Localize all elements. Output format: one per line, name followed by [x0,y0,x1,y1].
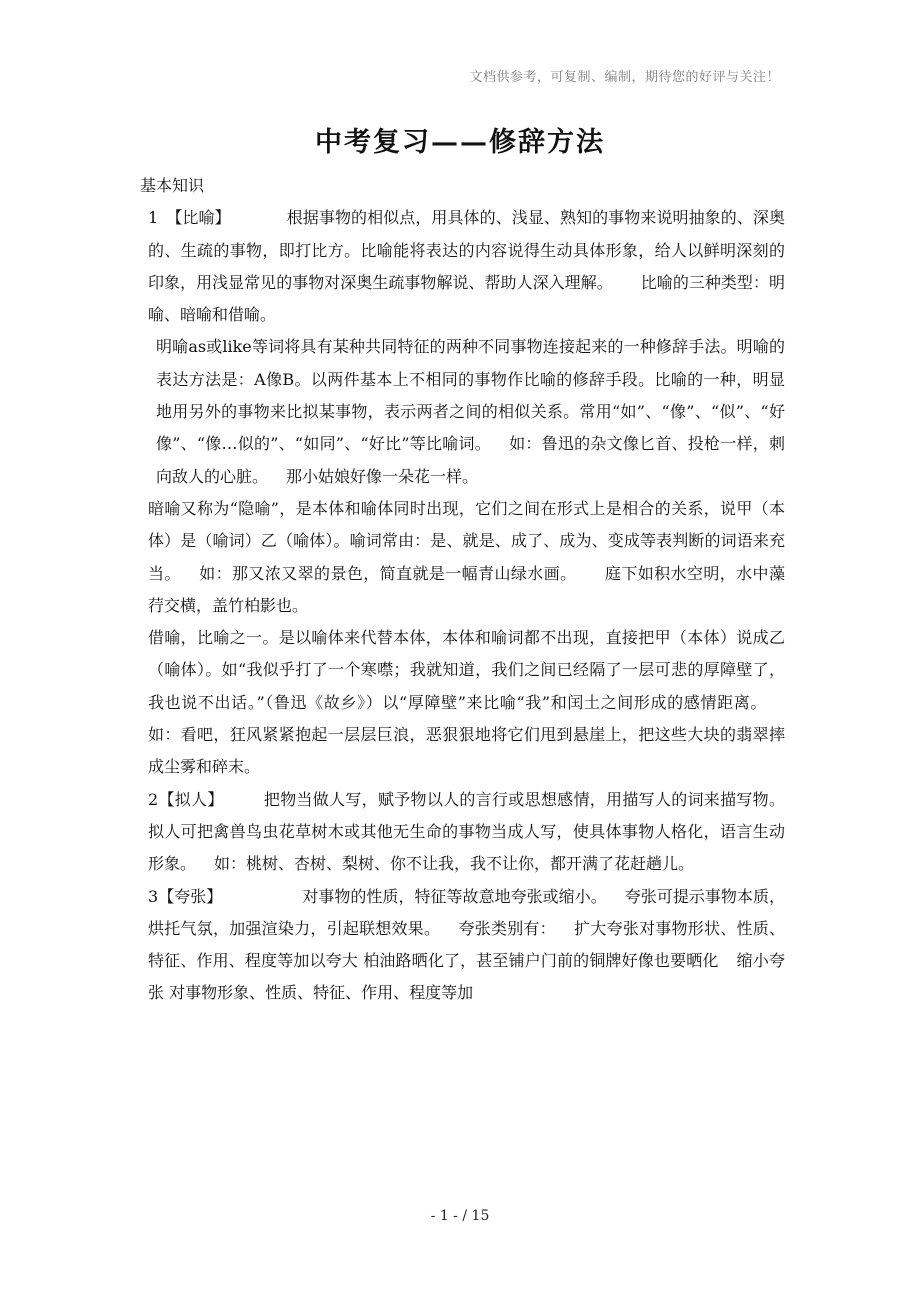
section-heading: 基本知识 [140,176,205,195]
loan-example: 如：看吧，狂风紧紧抱起一层层巨浪，恶狠狠地将它们甩到悬崖上，把这些大块的翡翠摔成尘雾和碎末。 [148,725,785,777]
hyperbole-types: 夸张类别有： [458,918,556,938]
implicit-example-2: 庭下如积水空明，水中藻荇交横，盖竹柏影也。 [148,563,785,615]
page-total: / 15 [462,1208,490,1224]
implicit-example-1: 如：那又浓又翠的景色，简直就是一幅青山绿水画。 [198,563,577,583]
page-title: 中考复习——修辞方法 [315,127,605,158]
document-body [140,170,785,1010]
hyperbole-label: 3【夸张】 [148,886,223,906]
personification-paragraph [140,784,785,881]
loan-text: 借喻，比喻之一。是以喻体来代替本体，本体和喻词都不出现，直接把甲（本体）说成乙（喻体）。如“我似乎打了一个寒噤；我就知道，我们之间已经隔了一层可悲的厚障壁了，我也说不出话。”（鲁迅《故乡》）以“厚障壁”来比喻“我”和闰土之间形成的感情距离。 [148,628,785,712]
hyperbole-text: 对事物的性质，特征等故意地夸张或缩小。 [302,886,607,906]
metaphor-label: 1 【比喻】 [148,208,231,228]
hyperbole-purpose: 夸张可提示事物本质，烘托气氛，加强渲染力，引起联想效果。 [148,886,785,938]
implicit-text: 暗喻又称为“隐喻”，是本体和喻体同时出现，它们之间在形式上是相合的关系，说甲（本体）是（喻词）乙（喻体）。喻词常由：是、就是、成了、成为、变成等表判断的词语来充当。 [148,498,785,583]
metaphor-types: 比喻的三种类型：明喻、暗喻和借喻。 [148,272,785,325]
header-note: 文档供参考，可复制、编制，期待您的好评与关注！ [469,70,780,85]
simile-text: 明喻as或like等词将具有某种共同特征的两种不同事物连接起来的一种修辞手法。明喻的表达方法是：A像B。以两件基本上不相同的事物作比喻的修辞手段。比喻的一种，明显地用另外的事物来比拟某事物，表示两者之间的相似关系。常用“如”、“像”、“似”、“好像”、“像…似的”、“如同”、“好比”等比喻词。 [156,337,785,454]
simile-example-2: 那小姑娘好像一朵花一样。 [286,466,479,486]
hyperbole-enlarge-example: 柏油路晒化了，甚至铺户门前的铜牌好像也要晒化 [363,951,719,971]
personification-label: 2【拟人】 [148,789,224,809]
simile-paragraph [140,331,785,492]
page-footer [0,1208,920,1224]
loan-metaphor-paragraph [140,622,785,783]
personification-text: 把物当做人写，赋予物以人的言行或思想感情，用描写人的词来描写物。拟人可把禽兽鸟虫花草树木或其他无生命的事物当成人写，使具体事物人格化，语言生动形象。 [148,789,785,874]
metaphor-paragraph [140,202,785,331]
hyperbole-shrink-text: 对事物形象、性质、特征、作用、程度等加 [169,983,474,1003]
page-number: - 1 - [430,1208,458,1224]
hyperbole-enlarge: 扩大夸张对事物形状、性质、特征、作用、程度等加以夸大 [148,918,785,971]
hyperbole-shrink: 缩小夸张 [148,951,785,1003]
implicit-metaphor-paragraph [140,493,785,622]
simile-example-1: 如：鲁迅的杂文像匕首、投枪一样，刺向敌人的心脏。 [156,434,785,486]
personification-example: 如：桃树、杏树、梨树、你不让我，我不让你，都开满了花赶趟儿。 [214,854,695,874]
metaphor-intro: 根据事物的相似点，用具体的、浅显、熟知的事物来说明抽象的、深奥的、生疏的事物，即打比方。比喻能将表达的内容说得生动具体形象，给人以鲜明深刻的印象，用浅显常见的事物对深奥生疏事物解说、帮助人深入理解。 [148,208,785,292]
hyperbole-paragraph [140,881,785,1010]
